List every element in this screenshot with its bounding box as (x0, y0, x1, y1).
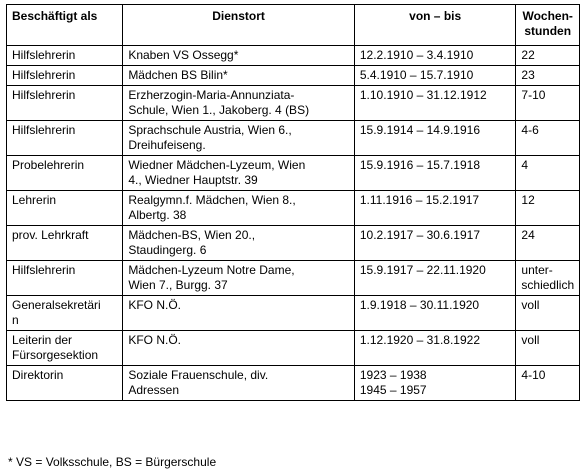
cell-hours: voll (516, 331, 580, 366)
cell-job: Direktorin (7, 366, 123, 401)
header-period: von – bis (354, 5, 516, 46)
cell-place: Mädchen BS Bilin* (123, 66, 355, 86)
cell-place: Realgymn.f. Mädchen, Wien 8., Albertg. 38 (123, 191, 355, 226)
cell-hours: unter- schiedlich (516, 261, 580, 296)
cell-place: KFO N.Ö. (123, 331, 355, 366)
table-row (7, 226, 580, 261)
cell-period: 1.12.1920 – 31.8.1922 (354, 331, 516, 366)
cell-job: Lehrerin (7, 191, 123, 226)
cell-hours: 4-6 (516, 121, 580, 156)
cell-period: 5.4.1910 – 15.7.1910 (354, 66, 516, 86)
cell-hours: 23 (516, 66, 580, 86)
cell-job: prov. Lehrkraft (7, 226, 123, 261)
table-row (7, 66, 580, 86)
table-row (7, 261, 580, 296)
header-job: Beschäftigt als (7, 5, 123, 46)
cell-place: Soziale Frauenschule, div. Adressen (123, 366, 355, 401)
cell-hours: 24 (516, 226, 580, 261)
table-header-row (7, 5, 580, 46)
cell-place: Sprachschule Austria, Wien 6., Dreihufeiseng. (123, 121, 355, 156)
cell-period: 1923 – 1938 1945 – 1957 (354, 366, 516, 401)
cell-period: 10.2.1917 – 30.6.1917 (354, 226, 516, 261)
table-row (7, 366, 580, 401)
cell-place: Mädchen-BS, Wien 20., Staudingerg. 6 (123, 226, 355, 261)
cell-job: Hilfslehrerin (7, 261, 123, 296)
cell-period: 12.2.1910 – 3.4.1910 (354, 46, 516, 66)
cell-place: Wiedner Mädchen-Lyzeum, Wien 4., Wiedner Hauptstr. 39 (123, 156, 355, 191)
cell-period: 15.9.1917 – 22.11.1920 (354, 261, 516, 296)
table-row (7, 121, 580, 156)
cell-hours: 12 (516, 191, 580, 226)
cell-job: Leiterin der Fürsorgesektion (7, 331, 123, 366)
table-row (7, 156, 580, 191)
cell-period: 15.9.1914 – 14.9.1916 (354, 121, 516, 156)
cell-job: Generalsekretäri n (7, 296, 123, 331)
cell-period: 15.9.1916 – 15.7.1918 (354, 156, 516, 191)
cell-period: 1.11.1916 – 15.2.1917 (354, 191, 516, 226)
table-row (7, 86, 580, 121)
table-body (7, 46, 580, 401)
cell-period: 1.10.1910 – 31.12.1912 (354, 86, 516, 121)
footnote: * VS = Volksschule, BS = Bürgerschule (8, 455, 217, 469)
header-place: Dienstort (123, 5, 355, 46)
cell-job: Hilfslehrerin (7, 86, 123, 121)
table-row (7, 46, 580, 66)
cell-place: Erzherzogin-Maria-Annunziata- Schule, Wien 1., Jakoberg. 4 (BS) (123, 86, 355, 121)
cell-hours: 22 (516, 46, 580, 66)
cell-period: 1.9.1918 – 30.11.1920 (354, 296, 516, 331)
cell-job: Hilfslehrerin (7, 66, 123, 86)
cell-place: Knaben VS Ossegg* (123, 46, 355, 66)
cell-hours: 7-10 (516, 86, 580, 121)
header-hours: Wochen- stunden (516, 5, 580, 46)
cell-job: Hilfslehrerin (7, 46, 123, 66)
cell-hours: 4-10 (516, 366, 580, 401)
cell-job: Probelehrerin (7, 156, 123, 191)
cell-place: Mädchen-Lyzeum Notre Dame, Wien 7., Burgg. 37 (123, 261, 355, 296)
employment-table (6, 4, 580, 401)
cell-hours: 4 (516, 156, 580, 191)
cell-job: Hilfslehrerin (7, 121, 123, 156)
cell-place: KFO N.Ö. (123, 296, 355, 331)
table-row (7, 296, 580, 331)
table-row (7, 331, 580, 366)
table-row (7, 191, 580, 226)
cell-hours: voll (516, 296, 580, 331)
